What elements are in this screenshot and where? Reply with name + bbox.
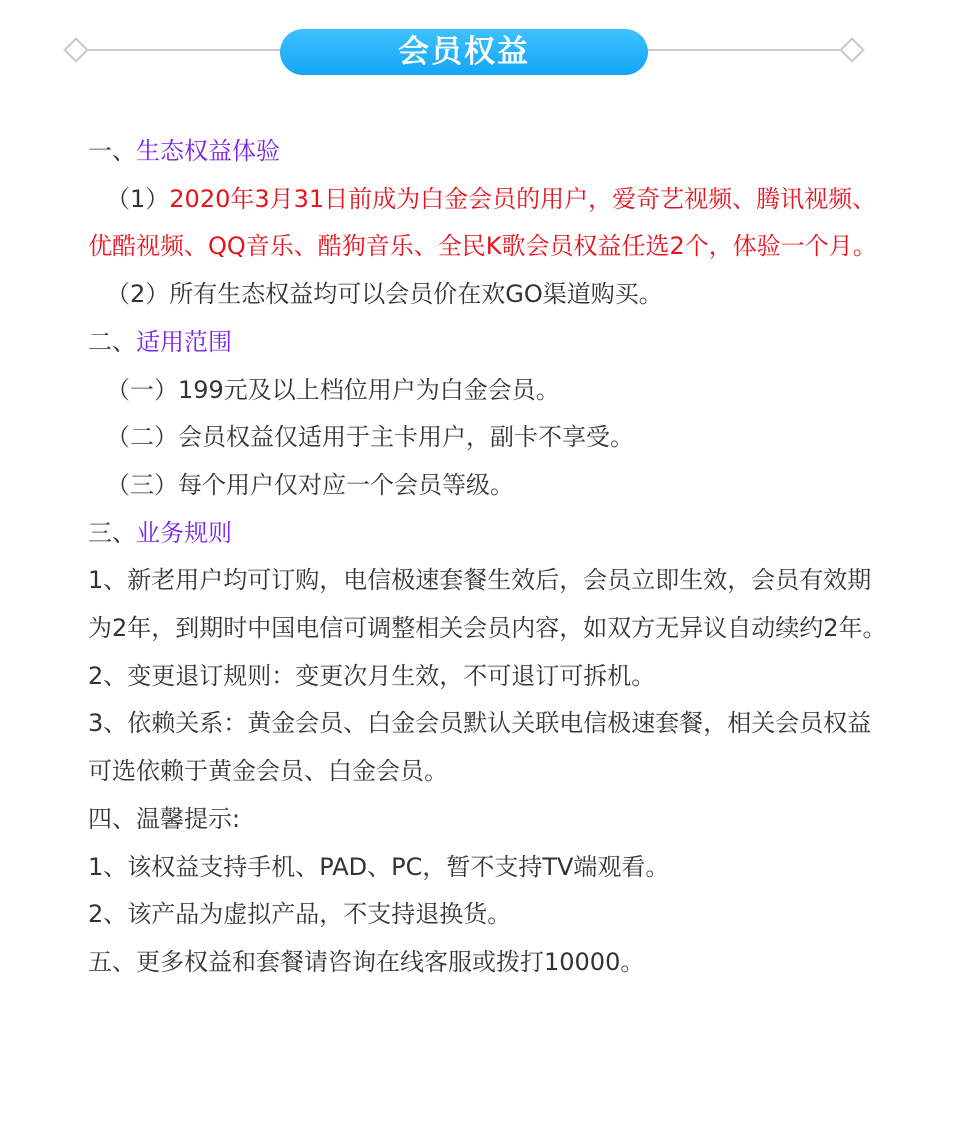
contact-line: 五、更多权益和套餐请咨询在线客服或拨打10000。 (88, 947, 645, 976)
section-rules-heading (88, 510, 888, 558)
section-ecosystem-heading (88, 128, 888, 176)
section-title: 生态权益体验 (136, 137, 280, 165)
tip-item: 1、该权益支持手机、PAD、PC，暂不支持TV端观看。 (88, 852, 670, 881)
rule-item: 1、新老用户均可订购，电信极速套餐生效后，会员立即生效，会员有效期为2年，到期时中国电信可调整相关会员内容，如双方无异议自动续约2年。 (88, 566, 887, 643)
right-diamond-icon (839, 37, 864, 62)
section-title: 业务规则 (136, 518, 232, 547)
item-number: （1） (106, 184, 170, 213)
scope-item: （二）会员权益仅适用于主卡用户，副卡不享受。 (106, 423, 634, 452)
item-text-highlight: 2020年3月31日前成为白金会员的用户，爱奇艺视频、腾讯视频、优酷视频、QQ音乐、酷狗音乐、全民K歌会员权益任选2个，体验一个月。 (88, 184, 877, 261)
item-text: 所有生态权益均可以会员价在欢GO渠道购买。 (169, 280, 663, 309)
item-number: （2） (106, 280, 170, 309)
section-number: 三、 (88, 518, 136, 547)
left-diamond-icon (63, 37, 88, 62)
section-tips-heading: 四、温馨提示: (88, 804, 241, 833)
ecosystem-item-1 (88, 176, 888, 271)
scope-item: （一）199元及以上档位用户为白金会员。 (106, 375, 560, 404)
header (0, 0, 960, 110)
rule-item: 2、变更退订规则：变更次月生效，不可退订可拆机。 (88, 661, 656, 690)
rule-item: 3、依赖关系：黄金会员、白金会员默认关联电信极速套餐，相关会员权益可选依赖于黄金会员、白金会员。 (88, 709, 872, 786)
tip-item: 2、该产品为虚拟产品，不支持退换货。 (88, 900, 512, 929)
section-number: 一、 (88, 137, 136, 165)
scope-item: （三）每个用户仅对应一个会员等级。 (106, 470, 514, 499)
left-divider-line (86, 49, 286, 51)
section-scope-heading (88, 319, 888, 367)
right-divider-line (646, 49, 846, 51)
section-title: 适用范围 (136, 327, 232, 356)
ecosystem-item-2 (88, 271, 888, 319)
page-title: 会员权益 (280, 29, 648, 75)
section-number: 二、 (88, 327, 136, 356)
benefits-content (88, 128, 888, 987)
